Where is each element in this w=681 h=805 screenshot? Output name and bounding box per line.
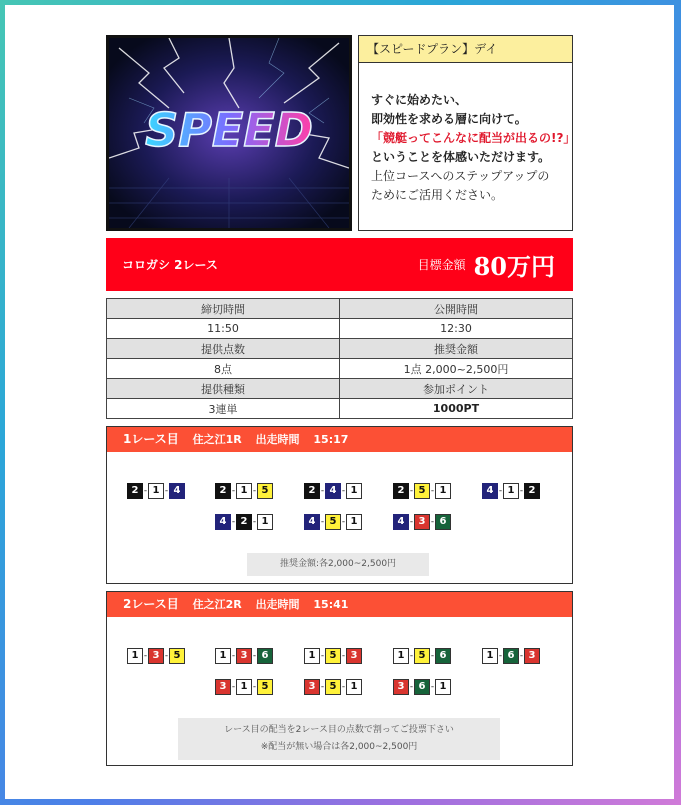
bet-combination (215, 678, 273, 696)
bet-combination (215, 647, 273, 665)
table-row (107, 359, 573, 379)
combo-separator: - (252, 517, 257, 527)
boat-number: 1 (482, 648, 498, 664)
bet-combination (393, 513, 451, 531)
plan-content (106, 35, 576, 766)
plan-line: ということを体感いただけます。 (371, 150, 551, 164)
boat-number: 5 (257, 679, 273, 695)
note-line: 推奨金額:各2,000~2,500円 (279, 559, 397, 569)
boat-number: 3 (393, 679, 409, 695)
boat-number: 2 (304, 483, 320, 499)
combo-separator: - (519, 651, 524, 661)
table-row (107, 399, 573, 419)
bet-combination (215, 482, 273, 500)
boat-number: 5 (169, 648, 185, 664)
combo-separator: - (143, 486, 148, 496)
bet-combination (393, 647, 451, 665)
boat-number: 2 (127, 483, 143, 499)
publish-time-value: 12:30 (340, 319, 573, 339)
combo-separator: - (519, 486, 524, 496)
combo-separator: - (341, 651, 346, 661)
race-header (107, 427, 572, 452)
page-frame (5, 5, 674, 799)
combo-separator: - (409, 651, 414, 661)
boat-number: 4 (325, 483, 341, 499)
race-combos (107, 617, 572, 765)
note-line: レース目の配当を2レース目の点数で割ってご投票下さい (224, 725, 454, 735)
table-header-row (107, 379, 573, 399)
header-deadline: 締切時間 (107, 299, 340, 319)
boat-number: 6 (435, 648, 451, 664)
deadline-value: 11:50 (107, 319, 340, 339)
boat-number: 4 (393, 514, 409, 530)
combo-separator: - (164, 651, 169, 661)
combo-separator: - (320, 682, 325, 692)
boat-number: 5 (414, 483, 430, 499)
plan-body-text (359, 63, 576, 205)
bet-combination (393, 482, 451, 500)
boat-number: 4 (215, 514, 231, 530)
boat-number: 3 (346, 648, 362, 664)
combo-separator: - (341, 486, 346, 496)
boat-number: 5 (325, 648, 341, 664)
race-card-1 (106, 426, 573, 584)
boat-number: 5 (325, 514, 341, 530)
table-row (107, 319, 573, 339)
combo-separator: - (252, 682, 257, 692)
bet-combination (482, 482, 540, 500)
combo-separator: - (320, 651, 325, 661)
plan-line: 即効性を求める層に向けて。 (371, 112, 527, 126)
combo-separator: - (430, 486, 435, 496)
combo-separator: - (143, 651, 148, 661)
plan-hero (106, 35, 576, 231)
boat-number: 5 (257, 483, 273, 499)
bet-combination (304, 513, 362, 531)
boat-number: 6 (435, 514, 451, 530)
boat-number: 6 (257, 648, 273, 664)
race-header (107, 592, 572, 617)
plan-line: ためにご活用ください。 (371, 188, 504, 202)
boat-number: 4 (482, 483, 498, 499)
boat-number: 3 (304, 679, 320, 695)
recommended-amount-note (247, 553, 429, 576)
boat-number: 1 (346, 679, 362, 695)
boat-number: 1 (393, 648, 409, 664)
combo-separator: - (164, 486, 169, 496)
boat-number: 6 (503, 648, 519, 664)
plan-description (358, 35, 576, 231)
combo-separator: - (231, 486, 236, 496)
boat-number: 3 (148, 648, 164, 664)
boat-number: 2 (524, 483, 540, 499)
combo-separator: - (320, 486, 325, 496)
bet-combination (127, 482, 185, 500)
boat-number: 1 (435, 679, 451, 695)
combo-separator: - (341, 517, 346, 527)
table-header-row (107, 299, 573, 319)
boat-number: 1 (257, 514, 273, 530)
boat-number: 1 (503, 483, 519, 499)
combo-separator: - (231, 651, 236, 661)
bet-combination (304, 678, 362, 696)
race-venue: 住之江2R (192, 598, 242, 611)
participation-points-value: 1000PT (340, 399, 573, 419)
plan-line: すぐに始めたい、 (371, 93, 468, 107)
boat-number: 3 (236, 648, 252, 664)
boat-number: 1 (236, 679, 252, 695)
target-amount-label: 目標金額 (417, 258, 466, 272)
plan-title: 【スピードプラン】デイ (359, 36, 572, 63)
boat-number: 1 (346, 514, 362, 530)
boat-number: 2 (215, 483, 231, 499)
speed-logo-image (106, 35, 352, 231)
header-participation-points: 参加ポイント (340, 379, 573, 399)
boat-number: 2 (236, 514, 252, 530)
header-points: 提供点数 (107, 339, 340, 359)
combo-separator: - (498, 651, 503, 661)
recommended-amount-value: 1点 2,000~2,500円 (340, 359, 573, 379)
combo-separator: - (231, 682, 236, 692)
boat-number: 3 (524, 648, 540, 664)
boat-number: 5 (414, 648, 430, 664)
combo-separator: - (252, 651, 257, 661)
combo-separator: - (430, 517, 435, 527)
race-start-label: 出走時間 (255, 433, 300, 446)
target-race: コロガシ 2レース (122, 258, 218, 272)
bet-combination (304, 647, 362, 665)
combo-separator: - (498, 486, 503, 496)
combo-separator: - (409, 517, 414, 527)
boat-number: 2 (393, 483, 409, 499)
combo-separator: - (231, 517, 236, 527)
header-recommended-amount: 推奨金額 (340, 339, 573, 359)
race-venue: 住之江1R (192, 433, 242, 446)
boat-number: 1 (148, 483, 164, 499)
speed-logo-text: SPEED (145, 103, 313, 157)
boat-number: 4 (169, 483, 185, 499)
boat-number: 1 (127, 648, 143, 664)
table-header-row (107, 339, 573, 359)
combo-separator: - (409, 682, 414, 692)
combo-separator: - (430, 682, 435, 692)
race-card-2 (106, 591, 573, 766)
combo-separator: - (320, 517, 325, 527)
recommended-amount-note (178, 718, 500, 760)
race-start-time: 15:17 (313, 433, 349, 446)
target-amount: 80万円 (473, 252, 555, 281)
race-label: 2レース目 (123, 597, 179, 611)
points-value: 8点 (107, 359, 340, 379)
race-combos (107, 452, 572, 583)
boat-number: 6 (414, 679, 430, 695)
header-bet-type: 提供種類 (107, 379, 340, 399)
bet-combination (127, 647, 185, 665)
header-publish-time: 公開時間 (340, 299, 573, 319)
boat-number: 1 (236, 483, 252, 499)
target-banner (106, 238, 573, 291)
plan-line: 「競艇ってこんなに配当が出るの!?」 (371, 131, 576, 145)
boat-number: 1 (304, 648, 320, 664)
combo-separator: - (341, 682, 346, 692)
bet-combination (393, 678, 451, 696)
bet-type-value: 3連単 (107, 399, 340, 419)
boat-number: 1 (215, 648, 231, 664)
race-start-time: 15:41 (313, 598, 349, 611)
boat-number: 4 (304, 514, 320, 530)
bet-combination (482, 647, 540, 665)
bet-combination (304, 482, 362, 500)
note-line: ※配当が無い場合は各2,000~2,500円 (260, 742, 418, 752)
combo-separator: - (430, 651, 435, 661)
bet-combination (215, 513, 273, 531)
race-start-label: 出走時間 (255, 598, 300, 611)
boat-number: 5 (325, 679, 341, 695)
boat-number: 3 (414, 514, 430, 530)
boat-number: 1 (346, 483, 362, 499)
plan-line: 上位コースへのステップアップの (371, 169, 550, 183)
boat-number: 3 (215, 679, 231, 695)
plan-info-table (106, 298, 573, 419)
combo-separator: - (409, 486, 414, 496)
race-label: 1レース目 (123, 432, 179, 446)
boat-number: 1 (435, 483, 451, 499)
combo-separator: - (252, 486, 257, 496)
